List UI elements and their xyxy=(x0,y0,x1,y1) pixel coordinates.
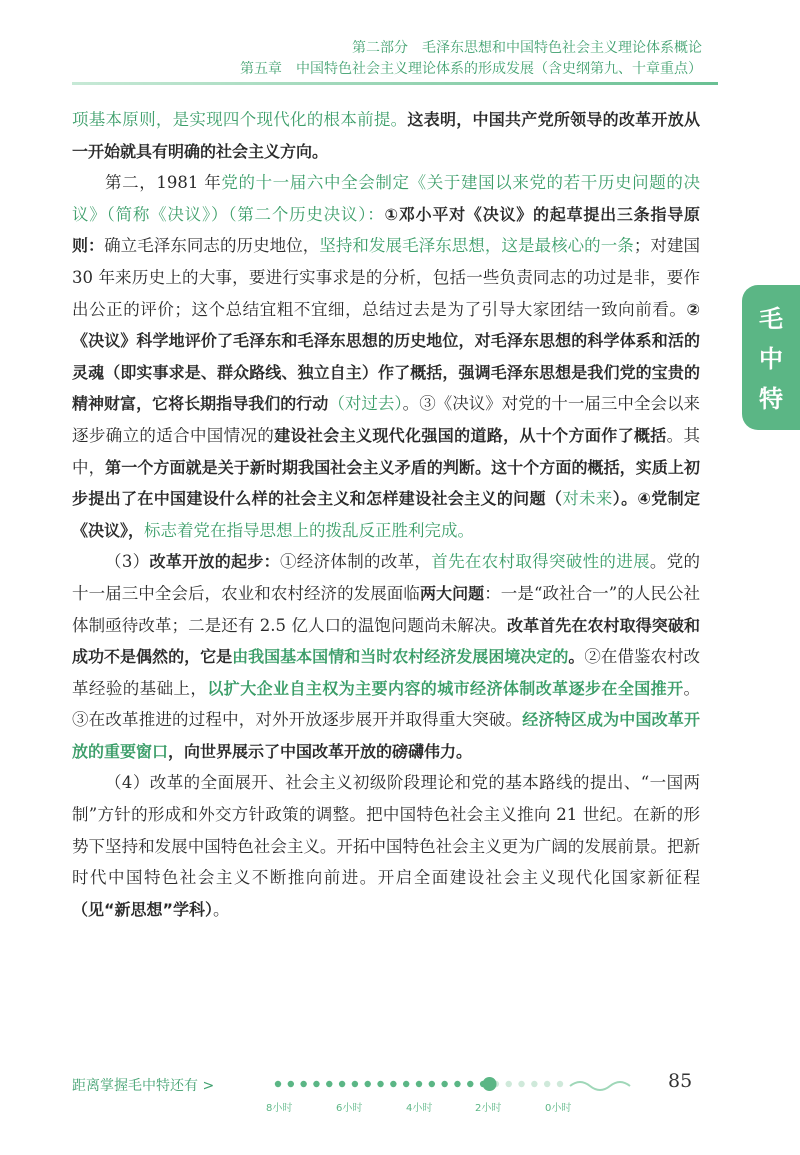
highlight-text: 首先在农村取得突破性的进展 xyxy=(431,552,650,572)
progress-dot xyxy=(377,1081,383,1087)
hour-mark: 8小时 xyxy=(266,1103,293,1114)
hour-mark: 0小时 xyxy=(545,1103,572,1114)
progress-dot xyxy=(365,1081,371,1087)
side-tab-char: 中 xyxy=(759,345,783,373)
paragraph-continuation xyxy=(72,104,700,167)
plain-text: ：一是“政社合一”的人民公社体制亟待改革；二是还有 2.5 亿人口的温饱问题尚未解决。 xyxy=(72,583,700,635)
bold-text: 改革首先在农村取得突破和成功不是偶然的，它是 xyxy=(72,615,700,667)
bold-text: 。 xyxy=(568,647,585,667)
bold-text: ②《决议》科学地评价了毛泽东和毛泽东思想的历史地位，对毛泽东思想的科学体系和活的灵魂（即实事求是、群众路线、独立自主）作了概括，强调毛泽东思想是我们党的宝贵的精神财富，它将长期指导我们的行动 xyxy=(72,299,700,414)
progress-dot xyxy=(467,1081,473,1087)
bold-text: ，向世界展示了中国改革开放的磅礴伟力。 xyxy=(168,741,473,761)
bold-text: 建设社会主义现代化强国的道路，从十个方面作了概括 xyxy=(274,425,667,445)
study-progress-track xyxy=(270,1076,670,1116)
paragraph-second-point xyxy=(72,167,700,546)
paragraph-reform-expand xyxy=(72,767,700,925)
plain-text: 确立毛泽东同志的历史地位， xyxy=(104,236,320,256)
progress-dot xyxy=(313,1081,319,1087)
plain-text: 。 xyxy=(213,899,230,919)
progress-marker xyxy=(483,1077,497,1091)
progress-dot xyxy=(518,1081,524,1087)
plain-text: 。其中， xyxy=(72,425,701,477)
progress-dot xyxy=(441,1081,447,1087)
plain-text: 第二，1981 年 xyxy=(105,173,222,193)
plain-text: 。③《决议》对党的十一届三中全会以来逐步确立的适合中国情况的 xyxy=(72,394,701,445)
progress-dot xyxy=(557,1081,563,1087)
highlight-text: 经济特区成为中国改革开放的重要窗口 xyxy=(72,710,700,761)
plain-text: （4）改革的全面展开、社会主义初级阶段理论和党的基本路线的提出、“一国两制”方针的形成和外交方针政策的调整。把中国特色社会主义推向 21 世纪。在新的形势下坚持和发展中国特色社会主义。开拓中国特色社会主义更为广阔的发展前景。把新时代中国特色社会主义不断推向前进。开启全面建设社会主义现代化国家新征程 xyxy=(72,773,700,888)
progress-dot xyxy=(288,1081,294,1087)
hour-mark: 6小时 xyxy=(336,1103,363,1114)
side-tab-char: 毛 xyxy=(759,305,783,333)
part-title: 第二部分 毛泽东思想和中国特色社会主义理论体系概论 xyxy=(352,40,702,56)
body-text xyxy=(72,104,700,925)
highlight-text: 坚持和发展毛泽东思想，这是最核心的一条 xyxy=(319,236,634,256)
bold-text: （见“新思想”学科） xyxy=(72,899,214,919)
progress-dot xyxy=(300,1081,306,1087)
progress-dot xyxy=(506,1081,512,1087)
plain-text: ②在借鉴农村改革经验的基础上， xyxy=(72,647,700,698)
bold-text: 这表明，中国共产党所领导的改革开放从一开始就具有明确的社会主义方向。 xyxy=(72,110,700,161)
plain-text: 。③在改革推进的过程中，对外开放逐步展开并取得重大突破。 xyxy=(72,678,700,730)
bold-text: 改革开放的起步： xyxy=(149,552,280,572)
progress-dot xyxy=(403,1081,409,1087)
side-tab-char: 特 xyxy=(759,385,783,413)
bold-text: 两大问题 xyxy=(419,583,485,603)
progress-dot xyxy=(326,1081,332,1087)
chapter-title: 第五章 中国特色社会主义理论体系的形成发展（含史纲第九、十章重点） xyxy=(240,61,702,77)
highlight-text: 标志着党在指导思想上的拨乱反正胜利完成。 xyxy=(144,520,475,540)
plain-text: （3） xyxy=(105,552,150,572)
finish-wave-icon xyxy=(570,1082,630,1090)
progress-dot xyxy=(429,1081,435,1087)
progress-dot xyxy=(531,1081,537,1087)
bold-text: ）。④党制定《决议》， xyxy=(72,489,700,540)
progress-dot xyxy=(390,1081,396,1087)
highlight-text: 党的十一届六中全会制定《关于建国以来党的若干历史问题的决议》（简称《决议》）（第二个历史决议）： xyxy=(72,173,700,224)
progress-dot xyxy=(544,1081,550,1087)
plain-text: 。党的十一届三中全会后，农业和农村经济的发展面临 xyxy=(72,552,701,603)
progress-dot xyxy=(352,1081,358,1087)
highlight-text: 由我国基本国情和当时农村经济发展困境决定的 xyxy=(232,647,569,667)
paragraph-reform-start xyxy=(72,546,700,767)
highlight-text: 项基本原则，是实现四个现代化的根本前提。 xyxy=(72,110,408,129)
page-number: 85 xyxy=(668,1070,693,1092)
highlight-text: 对未来 xyxy=(562,489,613,509)
highlight-text: 以扩大企业自主权为主要内容的城市经济体制改革逐步在全国推开 xyxy=(207,678,684,698)
progress-dot xyxy=(454,1081,460,1087)
progress-dot xyxy=(339,1081,345,1087)
hour-mark: 4小时 xyxy=(406,1103,433,1114)
plain-text: ；对建国 30 年来历史上的大事，要进行实事求是的分析，包括一些负责同志的功过是非，要作出公正的评价；这个总结宜粗不宜细，总结过去是为了引导大家团结一致向前看。 xyxy=(72,236,701,319)
hour-mark: 2小时 xyxy=(475,1103,502,1114)
bold-text: 第一个方面就是关于新时期我国社会主义矛盾的判断。这十个方面的概括，实质上初步提出了在中国建设什么样的社会主义和怎样建设社会主义的问题（ xyxy=(72,457,701,509)
progress-dot xyxy=(416,1081,422,1087)
highlight-text: （对过去） xyxy=(328,394,403,414)
bold-text: ①邓小平对《决议》的起草提出三条指导原则： xyxy=(72,204,700,256)
subject-side-tab[interactable] xyxy=(742,285,800,430)
plain-text: ①经济体制的改革， xyxy=(279,552,432,572)
progress-dot xyxy=(275,1081,281,1087)
progress-label: 距离掌握毛中特还有 > xyxy=(72,1078,215,1094)
header-rule xyxy=(72,82,718,85)
